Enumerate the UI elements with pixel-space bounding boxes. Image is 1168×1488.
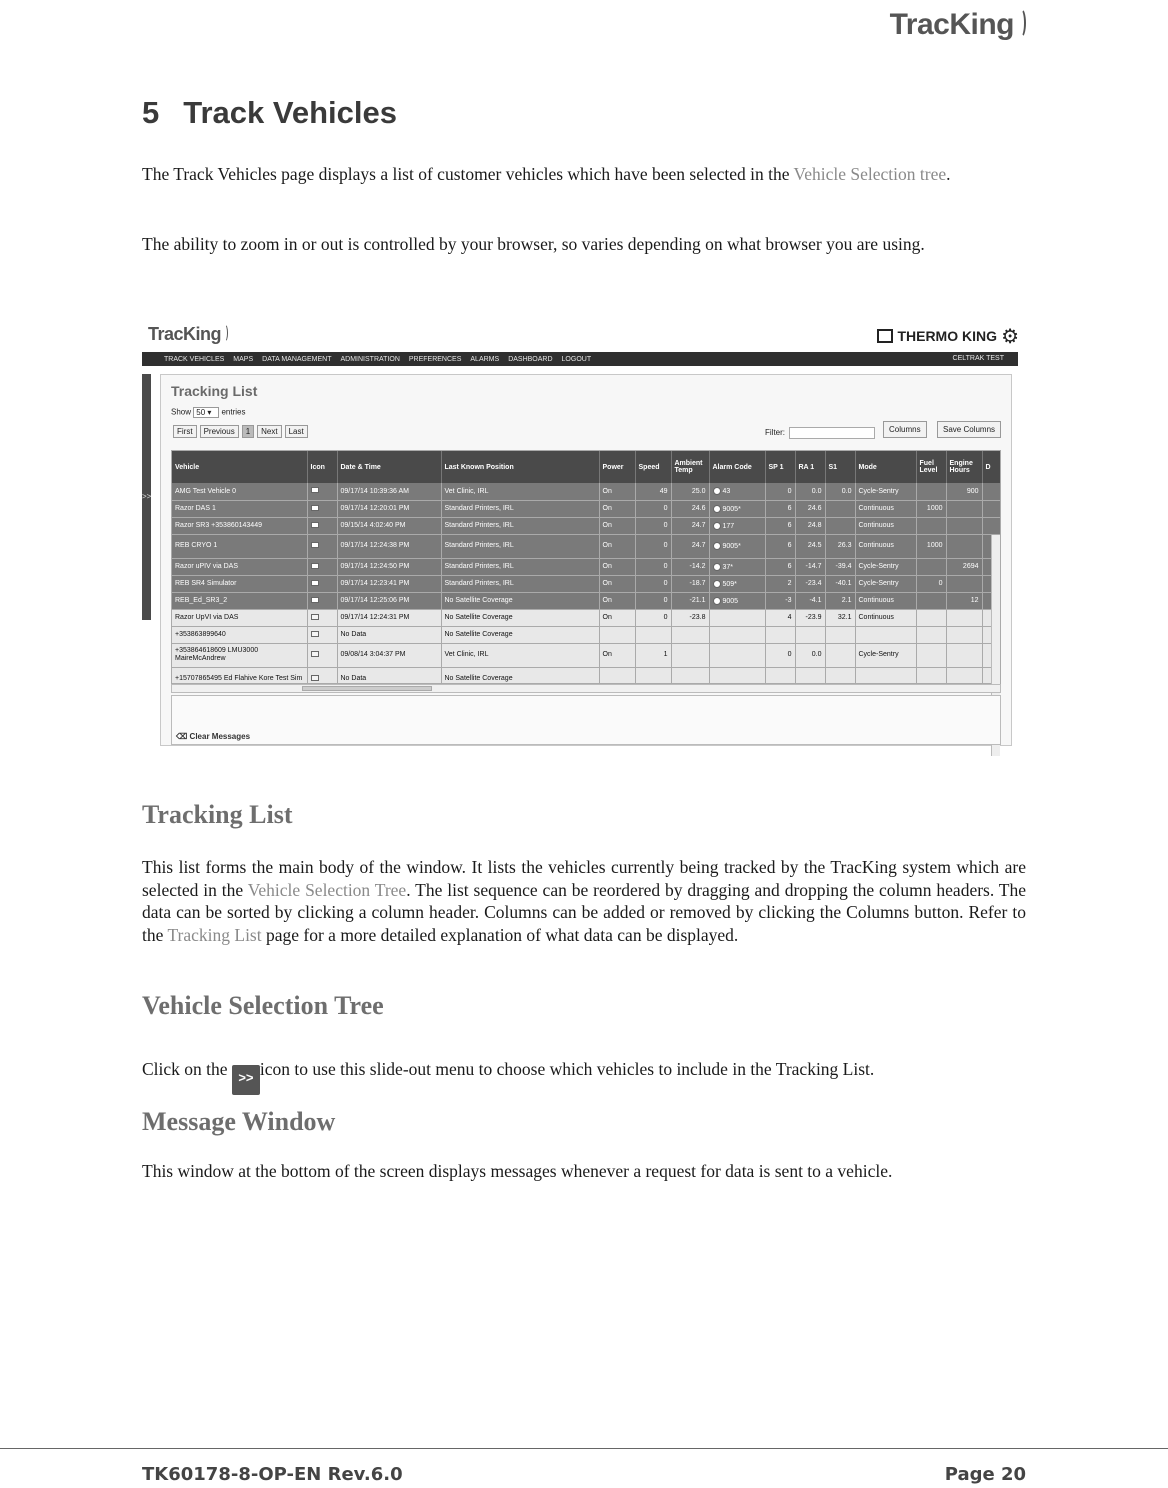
cell-ambient-temp: 24.7	[671, 517, 709, 534]
table-row[interactable]	[172, 534, 1001, 558]
cell-power: On	[599, 500, 635, 517]
cell-position: No Satellite Coverage	[441, 667, 599, 684]
cell-power: On	[599, 575, 635, 592]
cell-sp1	[765, 667, 795, 684]
table-row[interactable]	[172, 483, 1001, 500]
cell-position: No Satellite Coverage	[441, 626, 599, 643]
cell-engine-hours	[946, 500, 982, 517]
cell-position: Standard Printers, IRL	[441, 575, 599, 592]
cell-mode: Cycle-Sentry	[855, 558, 916, 575]
message-window	[171, 695, 1001, 745]
cell-speed: 0	[635, 558, 671, 575]
cell-vehicle: Razor UpVI via DAS	[172, 609, 307, 626]
tracking-logo: TracKing	[890, 8, 1026, 42]
cell-ambient-temp: 24.6	[671, 500, 709, 517]
nav-administration[interactable]: ADMINISTRATION	[340, 355, 400, 363]
cell-mode: Continuous	[855, 609, 916, 626]
cell-vehicle: REB CRYO 1	[172, 534, 307, 558]
app-logo: TracKing	[148, 324, 228, 345]
alarm-icon	[713, 597, 721, 605]
cell-engine-hours: 2694	[946, 558, 982, 575]
nav-bar	[142, 352, 1018, 366]
cell-sp1: -3	[765, 592, 795, 609]
cell-icon	[307, 592, 337, 609]
cell-date-time: 09/15/14 4:02:40 PM	[337, 517, 441, 534]
cell-position: Vet Clinic, IRL	[441, 483, 599, 500]
cell-ra1: -23.4	[795, 575, 825, 592]
cell-ra1: -14.7	[795, 558, 825, 575]
cell-speed	[635, 626, 671, 643]
cell-s1	[825, 667, 855, 684]
cell-engine-hours	[946, 609, 982, 626]
message-icon[interactable]	[311, 675, 319, 681]
table-header	[172, 451, 1001, 483]
cell-date-time: No Data	[337, 667, 441, 684]
cell-icon	[307, 643, 337, 667]
clear-icon: ⌫	[176, 732, 190, 741]
message-window-heading: Message Window	[142, 1107, 336, 1136]
table-row[interactable]	[172, 500, 1001, 517]
chapter-title: 5 Track Vehicles	[142, 95, 397, 130]
message-icon[interactable]	[311, 505, 319, 511]
cell-d	[982, 517, 1001, 534]
cell-position: No Satellite Coverage	[441, 609, 599, 626]
cell-sp1	[765, 626, 795, 643]
vehicle-selection-tree-heading: Vehicle Selection Tree	[142, 991, 384, 1020]
table-horizontal-scrollbar[interactable]	[171, 684, 1001, 693]
last-page-button[interactable]: Last	[285, 425, 308, 438]
cell-power: On	[599, 643, 635, 667]
cell-alarm-code: 509*	[709, 575, 765, 592]
cell-ra1: 0.0	[795, 643, 825, 667]
cell-fuel-level	[916, 643, 946, 667]
cell-ambient-temp: -21.1	[671, 592, 709, 609]
cell-s1	[825, 500, 855, 517]
intro-paragraph-2: The ability to zoom in or out is controlled by your browser, so varies depending on what browser you are using.	[142, 234, 925, 254]
cell-power: On	[599, 558, 635, 575]
nav-track-vehicles[interactable]: TRACK VEHICLES	[164, 355, 225, 363]
cell-vehicle: Razor DAS 1	[172, 500, 307, 517]
cell-mode	[855, 667, 916, 684]
message-icon[interactable]	[311, 542, 319, 548]
table-row[interactable]	[172, 609, 1001, 626]
cell-icon	[307, 483, 337, 500]
cell-sp1: 0	[765, 643, 795, 667]
cell-fuel-level	[916, 667, 946, 684]
cell-date-time: 09/17/14 12:23:41 PM	[337, 575, 441, 592]
cell-mode: Continuous	[855, 517, 916, 534]
signal-icon	[1016, 8, 1026, 38]
cell-mode: Cycle-Sentry	[855, 575, 916, 592]
cell-position: Standard Printers, IRL	[441, 558, 599, 575]
cell-alarm-code: 9005	[709, 592, 765, 609]
cell-ambient-temp: 25.0	[671, 483, 709, 500]
account-name: CELTRAK TEST	[952, 355, 1004, 362]
cell-power	[599, 626, 635, 643]
intro-paragraph-1: The Track Vehicles page displays a list of customer vehicles which have been selected in the Vehicle Selection tree.	[142, 164, 951, 184]
cell-icon	[307, 626, 337, 643]
cell-ambient-temp: -23.8	[671, 609, 709, 626]
cell-position: Standard Printers, IRL	[441, 534, 599, 558]
cell-mode: Cycle-Sentry	[855, 483, 916, 500]
cell-vehicle: AMG Test Vehicle 0	[172, 483, 307, 500]
cell-ambient-temp: -18.7	[671, 575, 709, 592]
save-columns-button[interactable]: Save Columns	[937, 421, 1001, 438]
cell-icon	[307, 575, 337, 592]
cell-s1	[825, 643, 855, 667]
next-page-button[interactable]: Next	[257, 425, 281, 438]
cell-sp1: 6	[765, 534, 795, 558]
cell-sp1: 2	[765, 575, 795, 592]
thermo-king-logo: THERMO KING	[877, 328, 997, 344]
cell-alarm-code: 43	[709, 483, 765, 500]
cell-fuel-level	[916, 558, 946, 575]
vehicle-selection-tree-link[interactable]: Vehicle Selection Tree	[247, 879, 407, 900]
cell-ra1	[795, 626, 825, 643]
cell-speed: 0	[635, 575, 671, 592]
cell-ra1: 24.8	[795, 517, 825, 534]
cell-position: No Satellite Coverage	[441, 592, 599, 609]
tracking-list-paragraph: This list forms the main body of the window. It lists the vehicles currently being tracked by the TracKing system which are selected in the Vehicle Selection Tree. The list sequence can be reordered by dragging and dropping the column headers. The data can be sorted by clicking a column header. Columns can be added or removed by clicking the Columns button. Refer to the Tracking List page for a more detailed explanation of what data can be displayed.	[142, 857, 1027, 945]
cell-icon	[307, 667, 337, 684]
cell-speed: 0	[635, 517, 671, 534]
cell-sp1: 4	[765, 609, 795, 626]
col-s1[interactable]: S1	[825, 451, 855, 483]
cell-date-time: 09/17/14 12:25:06 PM	[337, 592, 441, 609]
cell-fuel-level: 1000	[916, 500, 946, 517]
table-row[interactable]	[172, 592, 1001, 609]
table-row[interactable]	[172, 575, 1001, 592]
col-vehicle[interactable]: Vehicle	[172, 451, 307, 483]
cell-speed: 49	[635, 483, 671, 500]
cell-icon	[307, 609, 337, 626]
show-entries: Show 50 ▾ entries	[171, 407, 246, 417]
cell-fuel-level	[916, 483, 946, 500]
cell-power: On	[599, 517, 635, 534]
cell-power: On	[599, 483, 635, 500]
cell-fuel-level	[916, 626, 946, 643]
cell-vehicle: +353864618609 LMU3000 MaireMcAndrew	[172, 643, 307, 667]
message-icon[interactable]	[311, 597, 319, 603]
filter: Filter:	[765, 427, 875, 439]
cell-mode	[855, 626, 916, 643]
cell-date-time: 09/17/14 10:39:36 AM	[337, 483, 441, 500]
cell-icon	[307, 558, 337, 575]
cell-power: On	[599, 592, 635, 609]
cell-s1: -40.1	[825, 575, 855, 592]
table-row[interactable]	[172, 667, 1001, 684]
previous-page-button[interactable]: Previous	[200, 425, 239, 438]
cell-vehicle: REB_Ed_SR3_2	[172, 592, 307, 609]
message-icon[interactable]	[311, 614, 319, 620]
pagination	[173, 425, 308, 438]
columns-button[interactable]: Columns	[883, 421, 927, 438]
cell-ambient-temp: 24.7	[671, 534, 709, 558]
tracking-list-link[interactable]: Tracking List	[167, 924, 262, 945]
cell-s1	[825, 626, 855, 643]
scrollbar-thumb[interactable]	[302, 686, 432, 691]
cell-fuel-level	[916, 517, 946, 534]
cell-power	[599, 667, 635, 684]
cell-mode: Continuous	[855, 500, 916, 517]
cell-position: Vet Clinic, IRL	[441, 643, 599, 667]
message-icon[interactable]	[311, 651, 319, 657]
cell-s1: 0.0	[825, 483, 855, 500]
nav-logout[interactable]: LOGOUT	[561, 355, 592, 363]
col-icon[interactable]: Icon	[307, 451, 337, 483]
tracking-list-panel	[160, 374, 1012, 746]
col-alarm-code[interactable]: Alarm Code	[709, 451, 765, 483]
cell-mode: Continuous	[855, 534, 916, 558]
col-ambient-temp[interactable]: Ambient Temp	[671, 451, 709, 483]
table-row[interactable]	[172, 626, 1001, 643]
tracking-list-heading: Tracking List	[142, 800, 293, 829]
cell-engine-hours: 900	[946, 483, 982, 500]
cell-mode: Continuous	[855, 592, 916, 609]
col-position[interactable]: Last Known Position	[441, 451, 599, 483]
cell-speed: 1	[635, 643, 671, 667]
vehicle-tree-paragraph: Click on the >> icon to use this slide-out menu to choose which vehicles to include in the Tracking List.	[142, 1058, 1026, 1095]
table-row[interactable]	[172, 558, 1001, 575]
table-row[interactable]	[172, 517, 1001, 534]
col-d[interactable]: D	[982, 451, 1001, 483]
col-power[interactable]: Power	[599, 451, 635, 483]
cell-ra1: 24.5	[795, 534, 825, 558]
col-engine-hours[interactable]: Engine Hours	[946, 451, 982, 483]
cell-sp1: 0	[765, 483, 795, 500]
cell-s1: 26.3	[825, 534, 855, 558]
cell-engine-hours	[946, 575, 982, 592]
cell-icon	[307, 534, 337, 558]
cell-vehicle: +15707865495 Ed Flahive Kore Test Sim	[172, 667, 307, 684]
page-number: Page 20	[944, 1464, 1026, 1485]
cell-speed	[635, 667, 671, 684]
cell-date-time: No Data	[337, 626, 441, 643]
message-icon[interactable]	[311, 631, 319, 637]
cell-fuel-level	[916, 592, 946, 609]
cell-d	[982, 500, 1001, 517]
nav-dashboard[interactable]: DASHBOARD	[508, 355, 553, 363]
cell-vehicle: +353863899640	[172, 626, 307, 643]
cell-engine-hours	[946, 643, 982, 667]
cell-alarm-code: 37*	[709, 558, 765, 575]
cell-alarm-code: 9005*	[709, 500, 765, 517]
nav-alarms[interactable]: ALARMS	[470, 355, 500, 363]
filter-input[interactable]	[789, 427, 875, 439]
cell-vehicle: REB SR4 Simulator	[172, 575, 307, 592]
cell-position: Standard Printers, IRL	[441, 500, 599, 517]
col-fuel-level[interactable]: Fuel Level	[916, 451, 946, 483]
page-1-button[interactable]: 1	[242, 425, 254, 438]
cell-date-time: 09/17/14 12:24:31 PM	[337, 609, 441, 626]
cell-date-time: 09/17/14 12:24:38 PM	[337, 534, 441, 558]
panel-title: Tracking List	[171, 383, 258, 399]
signal-icon	[222, 324, 228, 342]
cell-d	[982, 483, 1001, 500]
cell-alarm-code	[709, 609, 765, 626]
clear-messages-button[interactable]: ⌫ Clear Messages	[176, 732, 251, 741]
alarm-icon	[713, 487, 721, 495]
cell-engine-hours	[946, 667, 982, 684]
cell-mode: Cycle-Sentry	[855, 643, 916, 667]
vehicle-table	[171, 450, 1001, 684]
cell-date-time: 09/17/14 12:24:50 PM	[337, 558, 441, 575]
cell-alarm-code	[709, 626, 765, 643]
slide-out-icon: >>	[232, 1065, 260, 1095]
cell-sp1: 6	[765, 500, 795, 517]
cell-speed: 0	[635, 609, 671, 626]
cell-sp1: 6	[765, 558, 795, 575]
col-speed[interactable]: Speed	[635, 451, 671, 483]
tracking-list-screenshot	[142, 322, 1027, 756]
cell-alarm-code: 9005*	[709, 534, 765, 558]
vehicle-selection-tree-link[interactable]: Vehicle Selection tree	[793, 164, 947, 184]
first-page-button[interactable]: First	[173, 425, 197, 438]
col-ra1[interactable]: RA 1	[795, 451, 825, 483]
message-icon[interactable]	[311, 522, 319, 528]
cell-speed: 0	[635, 534, 671, 558]
cell-engine-hours: 12	[946, 592, 982, 609]
cell-ra1: -4.1	[795, 592, 825, 609]
cell-fuel-level: 1000	[916, 534, 946, 558]
alarm-icon	[713, 542, 721, 550]
cell-s1	[825, 517, 855, 534]
cell-date-time: 09/08/14 3:04:37 PM	[337, 643, 441, 667]
cell-ra1: 24.6	[795, 500, 825, 517]
cell-ra1	[795, 667, 825, 684]
message-icon[interactable]	[311, 563, 319, 569]
cell-speed: 0	[635, 500, 671, 517]
message-icon[interactable]	[311, 580, 319, 586]
cell-power: On	[599, 534, 635, 558]
cell-speed: 0	[635, 592, 671, 609]
cell-fuel-level: 0	[916, 575, 946, 592]
message-window-paragraph: This window at the bottom of the screen displays messages whenever a request for data is sent to a vehicle.	[142, 1161, 893, 1181]
footer-divider	[0, 1448, 1168, 1449]
alarm-icon	[713, 505, 721, 513]
col-mode[interactable]: Mode	[855, 451, 916, 483]
alarm-icon	[713, 563, 721, 571]
thermo-king-icon	[877, 329, 893, 343]
cell-alarm-code	[709, 667, 765, 684]
table-row[interactable]	[172, 643, 1001, 667]
cell-alarm-code: 177	[709, 517, 765, 534]
cell-icon	[307, 517, 337, 534]
nav-preferences[interactable]: PREFERENCES	[408, 355, 462, 363]
cell-ambient-temp	[671, 667, 709, 684]
cell-vehicle: Razor SR3 +353860143449	[172, 517, 307, 534]
col-date-time[interactable]: Date & Time	[337, 451, 441, 483]
vehicle-tree-toggle[interactable]: >>	[142, 374, 151, 620]
cell-ra1: -23.9	[795, 609, 825, 626]
cell-icon	[307, 500, 337, 517]
cell-ambient-temp	[671, 643, 709, 667]
cell-s1: -39.4	[825, 558, 855, 575]
document-id: TK60178-8-OP-EN Rev.6.0	[142, 1464, 403, 1485]
nav-data-management[interactable]: DATA MANAGEMENT	[262, 355, 332, 363]
cell-ambient-temp: -14.2	[671, 558, 709, 575]
message-icon[interactable]	[311, 487, 319, 493]
cell-alarm-code	[709, 643, 765, 667]
cell-s1: 32.1	[825, 609, 855, 626]
col-sp1[interactable]: SP 1	[765, 451, 795, 483]
cell-engine-hours	[946, 534, 982, 558]
alarm-icon	[713, 522, 721, 530]
entries-select[interactable]: 50 ▾	[193, 407, 219, 418]
alarm-icon	[713, 580, 721, 588]
cell-engine-hours	[946, 517, 982, 534]
cell-position: Standard Printers, IRL	[441, 517, 599, 534]
cell-sp1: 6	[765, 517, 795, 534]
cell-power: On	[599, 609, 635, 626]
cell-ra1: 0.0	[795, 483, 825, 500]
nav-maps[interactable]: MAPS	[233, 355, 254, 363]
cell-vehicle: Razor uPIV via DAS	[172, 558, 307, 575]
cell-s1: 2.1	[825, 592, 855, 609]
cell-engine-hours	[946, 626, 982, 643]
gear-icon[interactable]: ⚙	[1001, 326, 1019, 348]
cell-ambient-temp	[671, 626, 709, 643]
cell-fuel-level	[916, 609, 946, 626]
cell-date-time: 09/17/14 12:20:01 PM	[337, 500, 441, 517]
